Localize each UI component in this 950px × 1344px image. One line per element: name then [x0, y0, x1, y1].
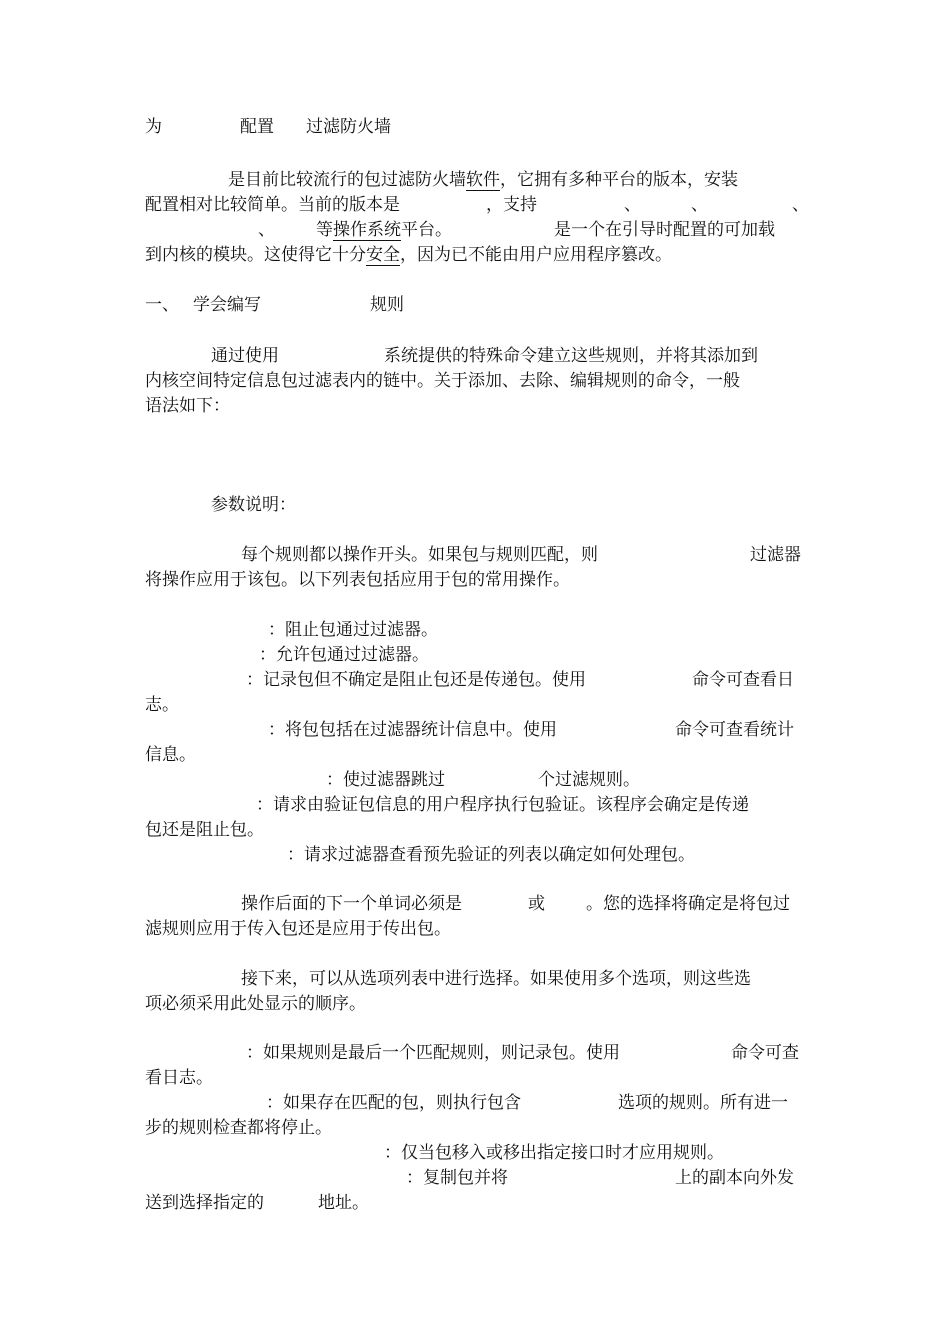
link-software[interactable]: 软件	[466, 170, 500, 190]
option-log: ：如果规则是最后一个匹配规则，则记录包。使用	[246, 1043, 620, 1063]
section-heading-part-2: 规则	[370, 295, 404, 315]
intro-text: ，它拥有多种平台的版本，安装	[500, 170, 738, 190]
para4-line-1b: 或	[528, 894, 545, 914]
para2-line-2: 内核空间特定信息包过滤表内的链中。关于添加、去除、编辑规则的命令，一般	[145, 371, 740, 391]
params-label: 参数说明：	[211, 495, 296, 515]
action-pass: ：允许包通过过滤器。	[259, 645, 429, 665]
intro-line-2e: 、	[792, 195, 809, 215]
para5-line-2: 项必须采用此处显示的顺序。	[145, 994, 366, 1014]
action-auth: ：请求由验证包信息的用户程序执行包验证。该程序会确定是传递	[256, 795, 749, 815]
para2-line-1a: 通过使用	[211, 346, 279, 366]
option-interface: ：仅当包移入或移出指定接口时才应用规则。	[384, 1143, 724, 1163]
para3-line-1b: 过滤器	[750, 545, 801, 565]
intro-line-3	[316, 220, 452, 240]
intro-text: 等	[316, 220, 333, 240]
option-dup-cont: 上的副本向外发	[675, 1168, 794, 1188]
option-log-wrap: 看日志。	[145, 1068, 213, 1088]
para4-line-2: 滤规则应用于传入包还是应用于传出包。	[145, 919, 451, 939]
action-count-wrap: 信息。	[145, 745, 196, 765]
action-log: ：记录包但不确定是阻止包还是传递包。使用	[246, 670, 586, 690]
intro-line-1	[228, 170, 738, 190]
para3-line-2: 将操作应用于该包。以下列表包括应用于包的常用操作。	[145, 570, 570, 590]
action-preauth: ：请求过滤器查看预先验证的列表以确定如何处理包。	[287, 845, 695, 865]
action-log-cont: 命令可查看日	[692, 670, 794, 690]
intro-line-2b: ，支持	[486, 195, 537, 215]
option-quick-wrap: 步的规则检查都将停止。	[145, 1118, 332, 1138]
para3-line-1a: 每个规则都以操作开头。如果包与规则匹配，则	[241, 545, 598, 565]
option-dup-end: 地址。	[318, 1193, 369, 1213]
link-os[interactable]: 操作系统	[333, 220, 401, 240]
intro-text: 到内核的模块。这使得它十分	[145, 245, 366, 265]
intro-text: ，因为已不能由用户应用程序篡改。	[400, 245, 672, 265]
action-count-cont: 命令可查看统计	[675, 720, 794, 740]
title-part-3: 过滤防火墙	[306, 117, 391, 137]
section-number: 一、	[145, 295, 179, 315]
intro-line-2a: 配置相对比较简单。当前的版本是	[145, 195, 400, 215]
para4-line-1c: 。您的选择将确定是将包过	[586, 894, 790, 914]
para2-line-1b: 系统提供的特殊命令建立这些规则，并将其添加到	[384, 346, 758, 366]
action-skip-cont: 个过滤规则。	[538, 770, 640, 790]
action-auth-wrap: 包还是阻止包。	[145, 820, 264, 840]
title-part-1: 为	[145, 117, 162, 137]
action-count: ：将包包括在过滤器统计信息中。使用	[268, 720, 557, 740]
link-security[interactable]: 安全	[366, 245, 400, 265]
intro-text: 平台。	[401, 220, 452, 240]
para2-line-3: 语法如下：	[145, 396, 230, 416]
para4-line-1a: 操作后面的下一个单词必须是	[241, 894, 462, 914]
action-block: ：阻止包通过过滤器。	[268, 620, 438, 640]
option-quick-cont: 选项的规则。所有进一	[618, 1093, 788, 1113]
para5-line-1: 接下来，可以从选项列表中进行选择。如果使用多个选项，则这些选	[241, 969, 751, 989]
intro-text: 是目前比较流行的包过滤防火墙	[228, 170, 466, 190]
option-dup-wrap: 送到选择指定的	[145, 1193, 264, 1213]
section-heading-part-1: 学会编写	[193, 295, 261, 315]
option-log-cont: 命令可查	[731, 1043, 799, 1063]
intro-line-3a: 、	[258, 220, 275, 240]
title-part-2: 配置	[240, 117, 274, 137]
option-quick: ：如果存在匹配的包，则执行包含	[266, 1093, 521, 1113]
intro-line-3e: 是一个在引导时配置的可加载	[554, 220, 775, 240]
intro-line-2d: 、	[691, 195, 708, 215]
action-skip: ：使过滤器跳过	[326, 770, 445, 790]
intro-line-4	[145, 245, 672, 265]
option-dup: ：复制包并将	[406, 1168, 508, 1188]
action-log-wrap: 志。	[145, 695, 179, 715]
intro-line-2c: 、	[624, 195, 641, 215]
